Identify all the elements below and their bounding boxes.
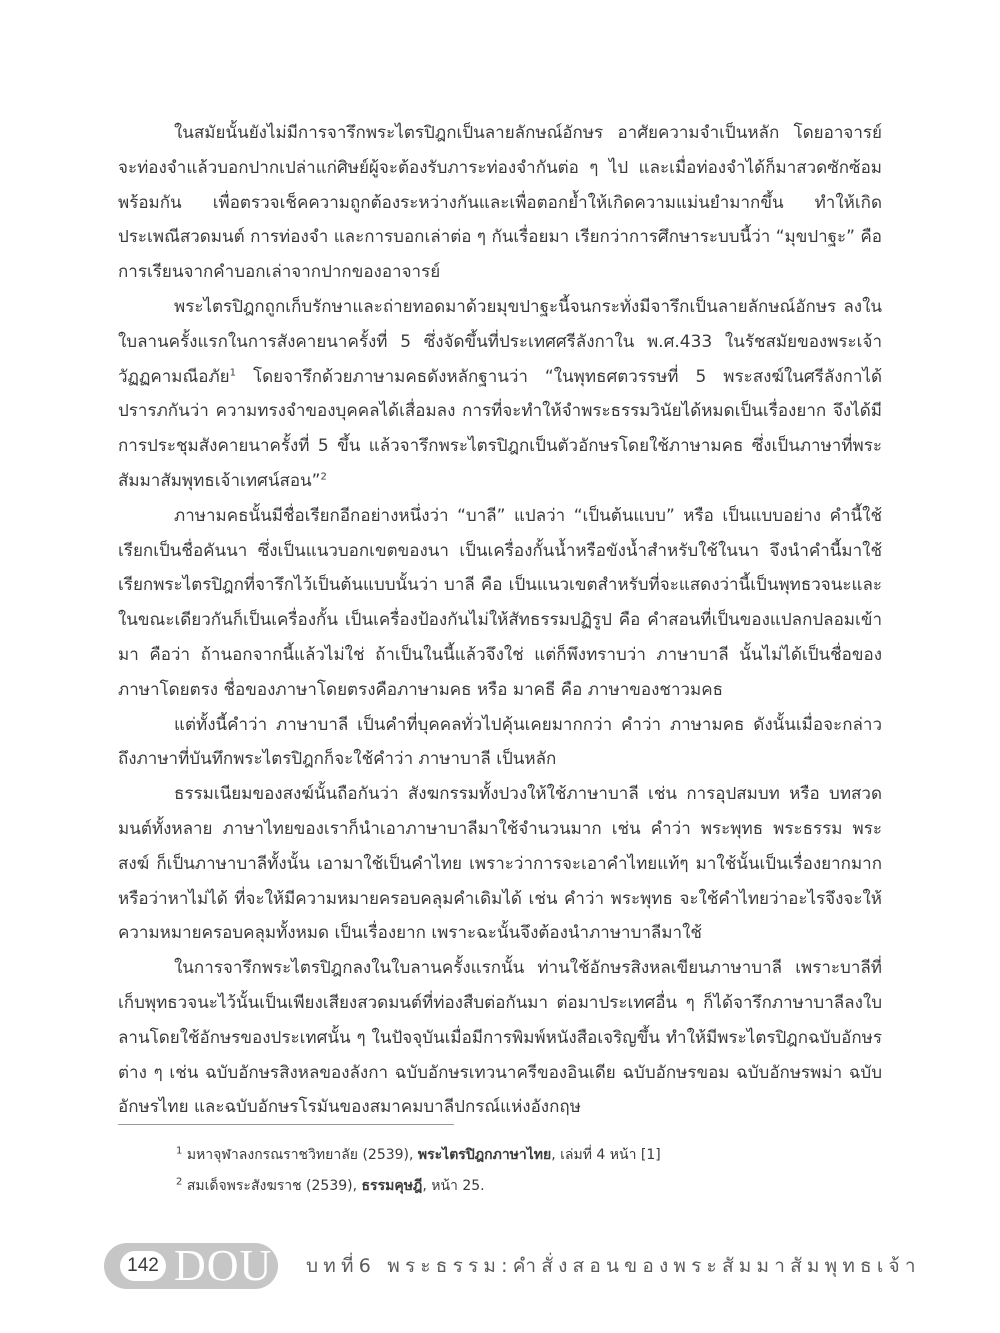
footnotes [176,1140,876,1202]
footnote-post: , เล่มที่ 4 หน้า [1] [551,1147,661,1163]
footnote-title: ธรรมคุษฎี [361,1178,423,1194]
paragraph-text: พระไตรปิฎกถูกเก็บรักษาและถ่ายทอดมาด้วยมุขปาฐะนี้จนกระทั่งมีจารึกเป็นลายลักษณ์อักษร ลงในใบลานครั้งแรกในการสังคายนาครั้งที่ 5 ซึ่งจัดขึ้นที่ประเทศศรีลังกาใน พ.ศ.433 ในรัชสมัยของพระเจ้าวัฏฏคามณีอภัย [118,296,882,387]
footnote-number: 1 [176,1145,183,1157]
chapter-title: บทที่6 พระธรรม:คำสั่งสอนของพระสัมมาสัมพุทธเจ้า [306,1255,921,1277]
footnote-title: พระไตรปิฎกภาษาไทย [417,1147,552,1163]
footnote-divider [118,1124,454,1125]
footnote-ref[interactable]: 2 [320,471,327,483]
footnote-pre: สมเด็จพระสังฆราช (2539), [186,1178,362,1194]
page-footer [104,1241,921,1291]
body-text [118,116,882,1125]
paragraph: ในสมัยนั้นยังไม่มีการจารึกพระไตรปิฎกเป็นลายลักษณ์อักษร อาศัยความจำเป็นหลัก โดยอาจารย์จะท่องจำแล้วบอกปากเปล่าแก่ศิษย์ผู้จะต้องรับภาระท่องจำกันต่อ ๆ ไป และเมื่อท่องจำได้ก็มาสวดซักซ้อมพร้อมกัน เพื่อตรวจเช็คความถูกต้องระหว่างกันและเพื่อตอกย้ำให้เกิดความแม่นยำมากขึ้น ทำให้เกิดประเพณีสวดมนต์ การท่องจำ และการบอกเล่าต่อ ๆ กันเรื่อยมา เรียกว่าการศึกษาระบบนี้ว่า “มุขปาฐะ” คือ การเรียนจากคำบอกเล่าจากปากของอาจารย์ [118,123,882,283]
paragraph: แต่ทั้งนี้คำว่า ภาษาบาลี เป็นคำที่บุคคลทั่วไปคุ้นเคยมากกว่า คำว่า ภาษามคธ ดังนั้นเมื่อจะกล่าวถึงภาษาที่บันทึกพระไตรปิฎกก็จะใช้คำว่า ภาษาบาลี เป็นหลัก [118,714,882,770]
dou-logo: DOU [174,1241,273,1290]
footer-badge [104,1243,278,1289]
paragraph: ธรรมเนียมของสงฆ์นั้นถือกันว่า สังฆกรรมทั้งปวงให้ใช้ภาษาบาลี เช่น การอุปสมบท หรือ บทสวดมนต์ทั้งหลาย ภาษาไทยของเราก็นำเอาภาษาบาลีมาใช้จำนวนมาก เช่น คำว่า พระพุทธ พระธรรม พระสงฆ์ ก็เป็นภาษาบาลีทั้งนั้น เอามาใช้เป็นคำไทย เพราะว่าการจะเอาคำไทยแท้ๆ มาใช้นั้นเป็นเรื่องยากมากหรือว่าหาไม่ได้ ที่จะให้มีความหมายครอบคลุมคำเดิมได้ เช่น คำว่า พระพุทธ จะใช้คำไทยว่าอะไรจึงจะให้ความหมายครอบคลุมทั้งหมด เป็นเรื่องยาก เพราะฉะนั้นจึงต้องนำภาษาบาลีมาใช้ [118,784,882,944]
page-number: 142 [120,1251,166,1281]
paragraph [118,290,882,499]
paragraph: ในการจารึกพระไตรปิฎกลงในใบลานครั้งแรกนั้น ท่านใช้อักษรสิงหลเขียนภาษาบาลี เพราะบาลีที่เก็บพุทธวจนะไว้นั้นเป็นเพียงเสียงสวดมนต์ที่ท่องสืบต่อกันมา ต่อมาประเทศอื่น ๆ ก็ได้จารึกภาษาบาลีลงใบลานโดยใช้อักษรของประเทศนั้น ๆ ในปัจจุบันเมื่อมีการพิมพ์หนังสือเจริญขึ้น ทำให้มีพระไตรปิฎกฉบับอักษรต่าง ๆ เช่น ฉบับอักษรสิงหลของลังกา ฉบับอักษรเทวนาครีของอินเดีย ฉบับอักษรขอม ฉบับอักษรพม่า ฉบับอักษรไทย และฉบับอักษรโรมันของสมาคมบาลีปกรณ์แห่งอังกฤษ [118,958,882,1118]
footnote-item [176,1140,876,1171]
paragraph: ภาษามคธนั้นมีชื่อเรียกอีกอย่างหนึ่งว่า “บาลี” แปลว่า “เป็นต้นแบบ” หรือ เป็นแบบอย่าง คำนี้ใช้เรียกเป็นชื่อคันนา ซึ่งเป็นแนวบอกเขตของนา เป็นเครื่องกั้นน้ำหรือขังน้ำสำหรับใช้ในนา จึงนำคำนี้มาใช้เรียกพระไตรปิฎกที่จารึกไว้เป็นต้นแบบนั้นว่า บาลี คือ เป็นแนวเขตสำหรับที่จะแสดงว่านี้เป็นพุทธวจนะและในขณะเดียวกันก็เป็นเครื่องกั้น เป็นเครื่องป้องกันไม่ให้สัทธรรมปฏิรูป คือ คำสอนที่เป็นของแปลกปลอมเข้ามา คือว่า ถ้านอกจากนี้แล้วไม่ใช่ ถ้าเป็นในนี้แล้วจึงใช่ แต่ก็พึงทราบว่า ภาษาบาลี นั้นไม่ได้เป็นชื่อของภาษาโดยตรง ชื่อของภาษาโดยตรงคือภาษามคธ หรือ มาคธี คือ ภาษาของชาวมคธ [118,505,882,700]
footnote-number: 2 [176,1176,183,1188]
footnote-item [176,1171,876,1202]
footnote-pre: มหาจุฬาลงกรณราชวิทยาลัย (2539), [186,1147,418,1163]
paragraph-text: โดยจารึกด้วยภาษามคธดังหลักฐานว่า “ในพุทธศตวรรษที่ 5 พระสงฆ์ในศรีลังกาได้ปรารภกันว่า ความทรงจำของบุคคลได้เสื่อมลง การที่จะทำให้จำพระธรรมวินัยได้หมดเป็นเรื่องยาก จึงได้มีการประชุมสังคายนาครั้งที่ 5 ขึ้น แล้วจารึกพระไตรปิฎกเป็นตัวอักษรโดยใช้ภาษามคธ ซึ่งเป็นภาษาที่พระสัมมาสัมพุทธเจ้าเทศน์สอน” [118,366,882,491]
footnote-post: , หน้า 25. [422,1178,485,1194]
footnote-ref[interactable]: 1 [229,366,237,378]
